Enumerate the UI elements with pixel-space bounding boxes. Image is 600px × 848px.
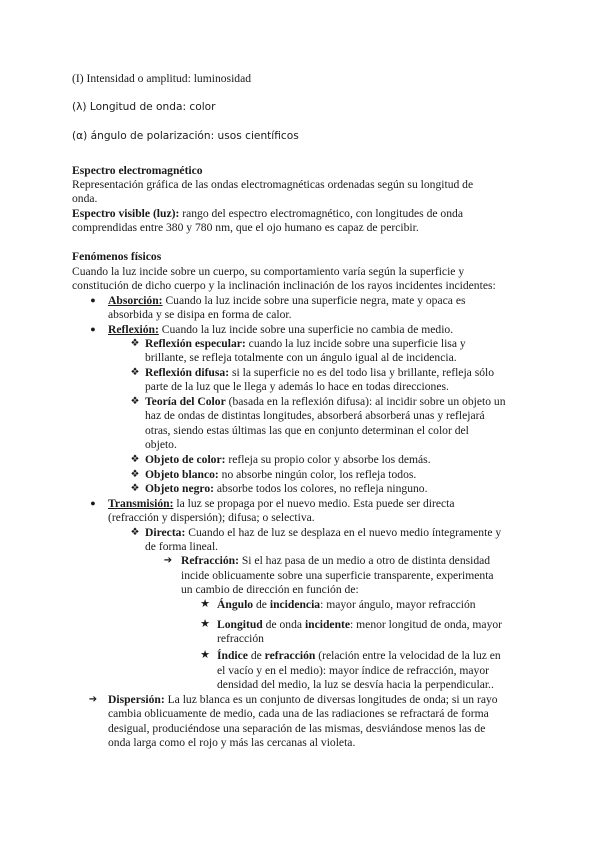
- colored-object-item: Objeto de color: refleja su propio color y absorbe los demás.: [145, 453, 431, 466]
- color-theory-line: haz de ondas de distintas longitudes, absorberá absorberá unas y reflejará: [145, 409, 485, 422]
- wavelength-line: (λ) Longitud de onda: color: [72, 101, 216, 113]
- diamond-bullet-icon: ❖: [130, 454, 140, 465]
- spectrum-heading: Espectro electromagnético: [72, 164, 203, 177]
- diamond-bullet-icon: ❖: [130, 469, 140, 480]
- refraction-index-item: Índice de refracción (relación entre la velocidad de la luz en: [217, 649, 501, 662]
- spectrum-paragraph-line: Representación gráfica de las ondas electromagnéticas ordenadas según su longitud de: [72, 178, 474, 191]
- dispersion-line: desigual, produciéndose una separación de las mismas, desviándose menos las de: [108, 722, 486, 735]
- incident-wavelength-line: refracción: [217, 632, 264, 645]
- phenomena-paragraph-line: constitución de dicho cuerpo y la inclinación inclinación de los rayos incidentes incidentes:: [72, 279, 496, 292]
- star-bullet-icon: ★: [200, 649, 210, 661]
- direct-transmission-item: Directa: Cuando el haz de luz se desplaza en el nuevo medio íntegramente y: [145, 526, 502, 539]
- transmission-item: Transmisión: la luz se propaga por el nuevo medio. Esta puede ser directa: [108, 497, 455, 510]
- color-theory-item: Teoría del Color (basada en la reflexión difusa): al incidir sobre un objeto un: [145, 395, 506, 408]
- refraction-index-line: densidad del medio, la luz se desvía hacia la perpendicular..: [217, 678, 494, 691]
- dispersion-item: Dispersión: La luz blanca es un conjunto de diversas longitudes de onda; si un rayo: [108, 693, 498, 706]
- refraction-index-line: el vacío y en el medio): mayor índice de refracción, mayor: [217, 664, 490, 677]
- phenomena-paragraph-line: Cuando la luz incide sobre un cuerpo, su comportamiento varía según la superficie y: [72, 265, 465, 278]
- diffuse-reflection-line: parte de la luz que le llega y además lo hace en todas direcciones.: [145, 380, 449, 393]
- reflection-item: Reflexión: Cuando la luz incide sobre una superficie no cambia de medio.: [108, 323, 454, 336]
- visible-spectrum-line: comprendidas entre 380 y 780 nm, que el ojo humano es capaz de percibir.: [72, 221, 419, 234]
- visible-spectrum-line: Espectro visible (luz): rango del espectro electromagnético, con longitudes de onda: [72, 207, 463, 220]
- transmission-line: (refracción y dispersión); difusa; o selectiva.: [108, 511, 315, 524]
- star-bullet-icon: ★: [200, 618, 210, 630]
- dot-bullet-icon: ●: [90, 295, 96, 305]
- color-theory-line: otras, siendo estas últimas las que en conjunto determinan el color del: [145, 424, 469, 437]
- arrow-bullet-icon: ➔: [163, 555, 173, 566]
- white-object-item: Objeto blanco: no absorbe ningún color, los refleja todos.: [145, 468, 417, 481]
- polarization-line: (α) ángulo de polarización: usos científicos: [72, 130, 299, 142]
- star-bullet-icon: ★: [200, 598, 210, 610]
- black-object-item: Objeto negro: absorbe todos los colores, no refleja ninguno.: [145, 482, 428, 495]
- diamond-bullet-icon: ❖: [130, 483, 140, 494]
- spectrum-paragraph-line: onda.: [72, 192, 98, 205]
- diamond-bullet-icon: ❖: [130, 338, 140, 349]
- refraction-line: incide oblicuamente sobre una superficie transparente, experimenta: [181, 569, 494, 582]
- specular-reflection-item: Reflexión especular: cuando la luz incide sobre una superficie lisa y: [145, 337, 466, 350]
- intensity-line: (I) Intensidad o amplitud: luminosidad: [72, 72, 252, 85]
- refraction-line: un cambio de dirección en función de:: [181, 583, 359, 596]
- direct-transmission-line: de forma lineal.: [145, 540, 219, 553]
- diamond-bullet-icon: ❖: [130, 367, 140, 378]
- specular-reflection-line: brillante, se refleja totalmente con un ángulo igual al de incidencia.: [145, 351, 457, 364]
- phenomena-heading: Fenómenos físicos: [72, 250, 162, 263]
- diamond-bullet-icon: ❖: [130, 396, 140, 407]
- color-theory-line: objeto.: [145, 438, 177, 451]
- dot-bullet-icon: ●: [90, 498, 96, 508]
- arrow-bullet-icon: ➔: [88, 694, 98, 705]
- dot-bullet-icon: ●: [90, 324, 96, 334]
- absorption-item: Absorción: Cuando la luz incide sobre una superficie negra, mate y opaca es: [108, 294, 466, 307]
- dispersion-line: onda larga como el rojo y más las cercanas al violeta.: [108, 736, 356, 749]
- incidence-angle-item: Ángulo de incidencia: mayor ángulo, mayor refracción: [217, 598, 476, 611]
- incident-wavelength-item: Longitud de onda incidente: menor longitud de onda, mayor: [217, 618, 503, 631]
- refraction-item: Refracción: Si el haz pasa de un medio a otro de distinta densidad: [181, 554, 491, 567]
- diffuse-reflection-item: Reflexión difusa: si la superficie no es del todo lisa y brillante, refleja sólo: [145, 366, 495, 379]
- diamond-bullet-icon: ❖: [130, 527, 140, 538]
- dispersion-line: cambia oblicuamente de medio, cada una de las radiaciones se refractará de forma: [108, 707, 489, 720]
- visible-spectrum-label: Espectro visible (luz):: [72, 207, 180, 220]
- absorption-line: absorbida y se disipa en forma de calor.: [108, 308, 292, 321]
